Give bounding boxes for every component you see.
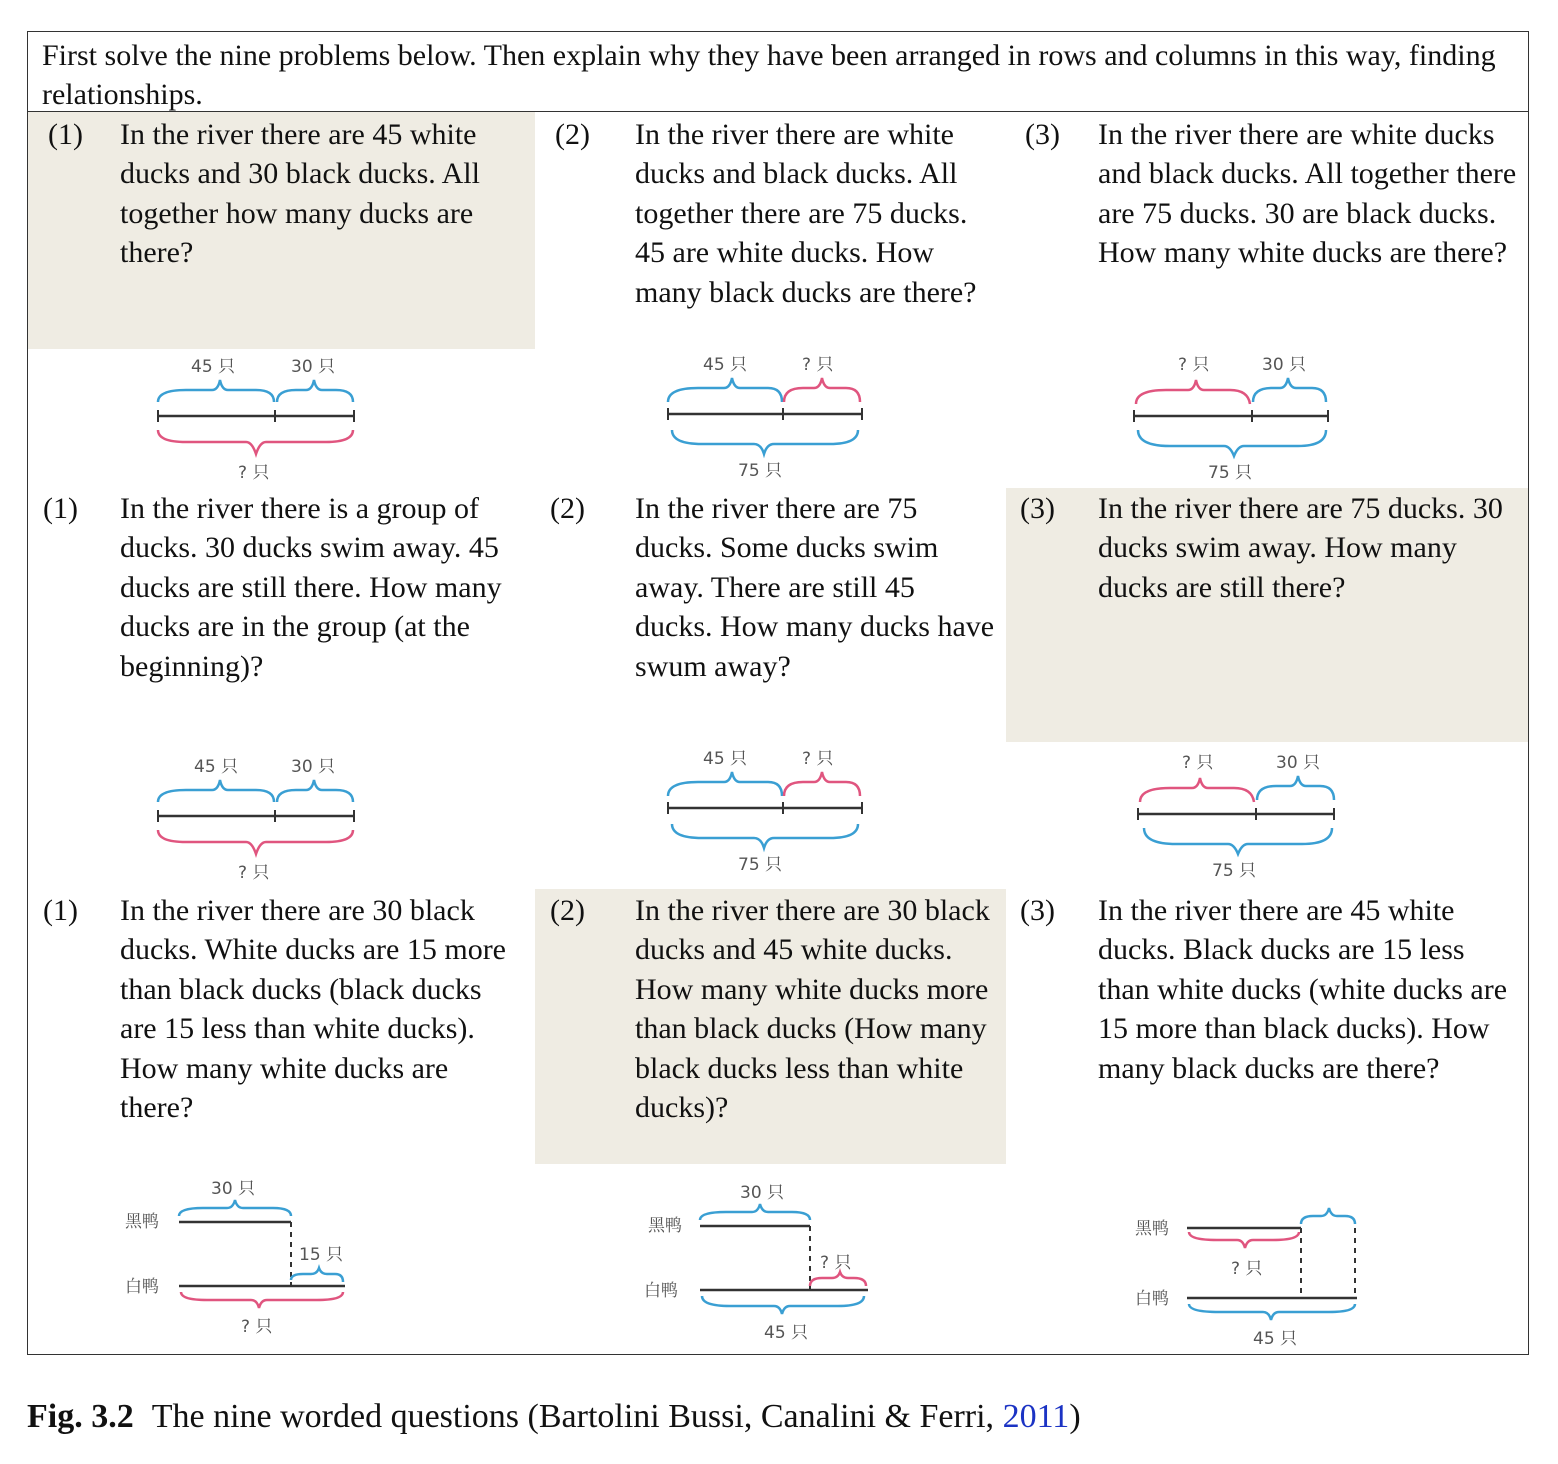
problem-3-1-number: (1) [43, 894, 78, 927]
brace-30 [700, 1204, 810, 1220]
label-question: ? 只 [1182, 753, 1214, 773]
brace-30 [1253, 378, 1326, 402]
brace-question [784, 772, 860, 796]
brace-45 [158, 780, 274, 802]
brace-45 [158, 380, 274, 402]
brace-question [810, 1272, 866, 1286]
label-30: 30 只 [740, 1183, 785, 1203]
caption-close: ) [1069, 1398, 1081, 1435]
label-black-ducks: 黑鸭 [1135, 1219, 1169, 1239]
diagram-1-3 [1126, 350, 1356, 485]
label-black-ducks: 黑鸭 [648, 1216, 682, 1236]
caption-label: Fig. 3.2 [27, 1398, 134, 1435]
label-75: 75 只 [1212, 861, 1257, 881]
label-45: 45 只 [703, 355, 748, 375]
brace-question [784, 378, 860, 402]
label-45: 45 只 [194, 757, 239, 777]
brace-total [1189, 1304, 1355, 1320]
brace-30 [277, 780, 353, 802]
problem-3-2-number: (2) [550, 894, 585, 927]
problem-1-3-text: In the river there are white ducks and black ducks. All together there are 75 ducks. 30 are black ducks. How many white ducks are there? [1098, 118, 1517, 270]
label-white-ducks: 白鸭 [644, 1281, 678, 1301]
label-question: ? 只 [241, 1317, 273, 1337]
label-question: ? 只 [802, 355, 834, 375]
problem-2-1-text: In the river there is a group of ducks. 30 ducks swim away. 45 ducks are still there. How many ducks are in the group (at the beginning)? [120, 492, 502, 683]
brace-15 [1301, 1208, 1355, 1224]
label-question: ? 只 [1231, 1259, 1263, 1279]
figure-frame [27, 31, 1529, 1355]
brace-question [1140, 778, 1254, 802]
problem-1-2-text: In the river there are white ducks and black ducks. All together there are 75 ducks. 45 are white ducks. How many black ducks are there? [635, 118, 977, 309]
label-question: ? 只 [238, 863, 270, 883]
brace-total [672, 430, 858, 454]
problem-3-2-text: In the river there are 30 black ducks and 45 white ducks. How many white ducks more than black ducks (How many black ducks less than white ducks)? [635, 894, 990, 1125]
diagram-3-2 [640, 1174, 880, 1344]
diagram-3-3 [1133, 1178, 1373, 1348]
diagram-2-2 [658, 744, 888, 879]
brace-15 [291, 1268, 343, 1282]
label-45: 45 只 [703, 749, 748, 769]
label-question: ? 只 [1178, 355, 1210, 375]
brace-30 [1257, 776, 1334, 800]
brace-total [1138, 430, 1326, 456]
brace-total [158, 430, 353, 454]
label-question: ? 只 [802, 749, 834, 769]
diagram-2-1 [146, 750, 376, 885]
label-75: 75 只 [738, 855, 783, 875]
brace-total [1144, 828, 1332, 854]
problem-1-1-text: In the river there are 45 white ducks and 30 black ducks. All together how many ducks are there? [120, 118, 480, 270]
brace-question [1136, 380, 1250, 404]
problem-3-3-text: In the river there are 45 white ducks. Black ducks are 15 less than white ducks (white ducks are 15 more than black ducks). How many black ducks are there? [1098, 894, 1508, 1085]
brace-question [1189, 1232, 1299, 1248]
figure-caption [27, 1398, 1081, 1436]
problem-2-3-number: (3) [1020, 492, 1055, 525]
diagram-1-1 [146, 350, 376, 485]
label-black-ducks: 黑鸭 [125, 1212, 159, 1232]
label-75: 75 只 [1208, 463, 1253, 483]
caption-text: The nine worded questions (Bartolini Bussi, Canalini & Ferri, [151, 1398, 1003, 1435]
label-question: ? 只 [820, 1253, 852, 1273]
label-15: 15 只 [299, 1245, 344, 1265]
brace-30 [277, 380, 353, 402]
problem-2-1-number: (1) [43, 492, 78, 525]
problem-1-1-number: (1) [48, 118, 83, 151]
label-45: 45 只 [191, 357, 236, 377]
brace-total [672, 824, 858, 848]
brace-45 [668, 772, 782, 796]
problem-1-3-number: (3) [1025, 118, 1060, 151]
diagram-1-2 [658, 350, 888, 485]
label-30: 30 只 [1262, 355, 1307, 375]
problem-2-2-text: In the river there are 75 ducks. Some ducks swim away. There are still 45 ducks. How many ducks have swum away? [635, 492, 995, 683]
label-45: 45 只 [764, 1323, 809, 1343]
brace-total [181, 1292, 343, 1308]
label-question: ? 只 [238, 463, 270, 483]
brace-total [702, 1296, 864, 1314]
label-30: 30 只 [291, 757, 336, 777]
label-75: 75 只 [738, 461, 783, 481]
problem-3-1-text: In the river there are 30 black ducks. White ducks are 15 more than black ducks (black ducks are 15 less than white ducks). How many white ducks are there? [120, 894, 507, 1125]
problem-1-2-number: (2) [555, 118, 590, 151]
label-white-ducks: 白鸭 [1135, 1289, 1169, 1309]
brace-total [158, 830, 353, 854]
label-white-ducks: 白鸭 [125, 1277, 159, 1297]
diagram-3-1 [123, 1170, 363, 1340]
intro-text: First solve the nine problems below. Then explain why they have been arranged in rows and columns in this way, finding relationships. [28, 32, 1528, 112]
brace-30 [179, 1200, 291, 1216]
problem-2-3-text: In the river there are 75 ducks. 30 ducks swim away. How many ducks are still there? [1098, 492, 1503, 604]
diagram-2-3 [1130, 748, 1360, 883]
label-30: 30 只 [291, 357, 336, 377]
citation-year-link[interactable]: 2011 [1002, 1398, 1070, 1435]
problem-2-2-number: (2) [550, 492, 585, 525]
label-30: 30 只 [1276, 753, 1321, 773]
label-45: 45 只 [1253, 1329, 1298, 1348]
problem-3-3-number: (3) [1020, 894, 1055, 927]
label-30: 30 只 [211, 1179, 256, 1199]
brace-45 [668, 378, 782, 402]
